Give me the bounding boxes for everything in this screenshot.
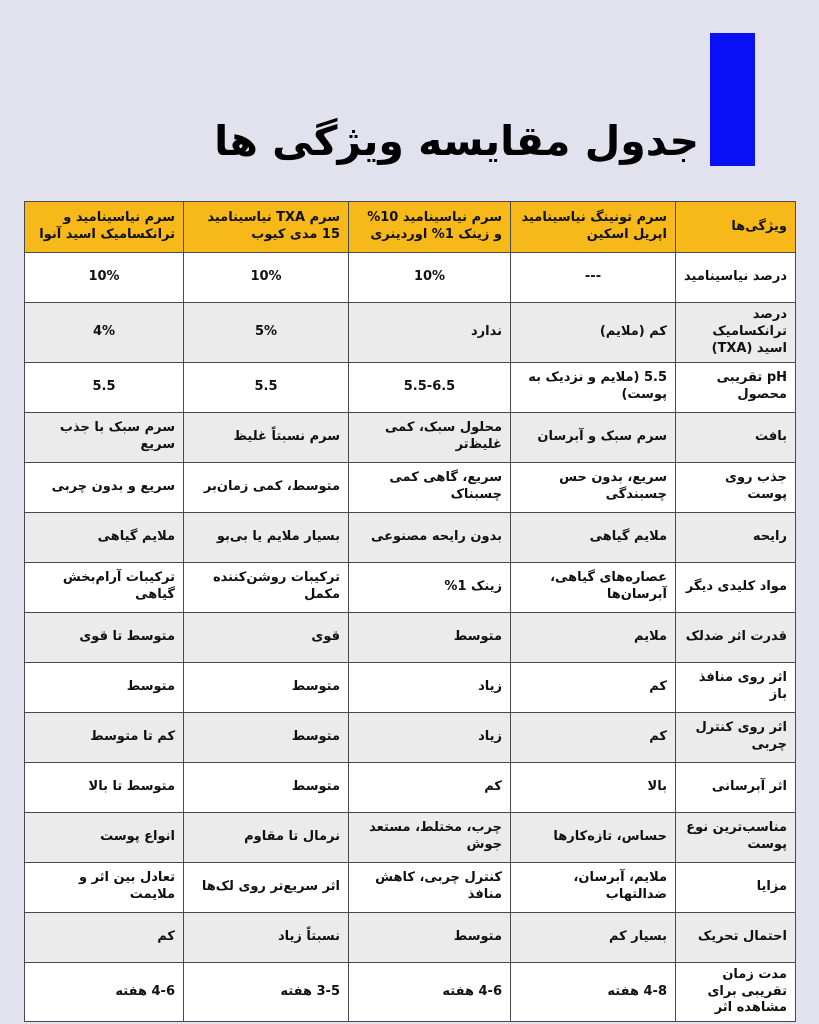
value-cell: اثر سریع‌تر روی لک‌ها bbox=[184, 862, 349, 912]
feature-cell: جذب روی پوست bbox=[676, 462, 796, 512]
value-cell: زیاد bbox=[349, 712, 511, 762]
value-cell: کم bbox=[511, 712, 676, 762]
value-cell: کم (ملایم) bbox=[511, 303, 676, 363]
value-cell: زینک 1% bbox=[349, 562, 511, 612]
feature-cell: مزایا bbox=[676, 862, 796, 912]
feature-cell: pH تقریبی محصول bbox=[676, 362, 796, 412]
value-cell: سرم سبک با جذب سریع bbox=[25, 412, 184, 462]
value-cell: 10% bbox=[349, 253, 511, 303]
page-title: جدول مقایسه ویژگی ها bbox=[214, 117, 699, 165]
feature-cell: درصد ترانکسامیک اسید (TXA) bbox=[676, 303, 796, 363]
value-cell: حساس، تازه‌کارها bbox=[511, 812, 676, 862]
table-row bbox=[25, 962, 796, 1022]
value-cell: سریع، گاهی کمی چسبناک bbox=[349, 462, 511, 512]
value-cell: سرم نسبتاً غلیظ bbox=[184, 412, 349, 462]
value-cell: متوسط bbox=[349, 912, 511, 962]
table-row bbox=[25, 412, 796, 462]
value-cell: متوسط bbox=[184, 662, 349, 712]
table-row bbox=[25, 662, 796, 712]
value-cell: ملایم bbox=[511, 612, 676, 662]
value-cell: 4-6 هفته bbox=[349, 962, 511, 1022]
value-cell: زیاد bbox=[349, 662, 511, 712]
value-cell: 10% bbox=[184, 253, 349, 303]
table-body bbox=[25, 253, 796, 1022]
feature-cell: احتمال تحریک bbox=[676, 912, 796, 962]
value-cell: 4-6 هفته bbox=[25, 962, 184, 1022]
value-cell: ندارد bbox=[349, 303, 511, 363]
value-cell: متوسط bbox=[349, 612, 511, 662]
feature-cell: رایحه bbox=[676, 512, 796, 562]
table-row bbox=[25, 512, 796, 562]
feature-cell: درصد نیاسینامید bbox=[676, 253, 796, 303]
value-cell: متوسط bbox=[25, 662, 184, 712]
value-cell: چرب، مختلط، مستعد جوش bbox=[349, 812, 511, 862]
value-cell: 4% bbox=[25, 303, 184, 363]
feature-cell: مدت زمان تقریبی برای مشاهده اثر bbox=[676, 962, 796, 1022]
value-cell: محلول سبک، کمی غلیظ‌تر bbox=[349, 412, 511, 462]
table-row bbox=[25, 462, 796, 512]
value-cell: عصاره‌های گیاهی، آبرسان‌ها bbox=[511, 562, 676, 612]
value-cell: 3-5 هفته bbox=[184, 962, 349, 1022]
value-cell: ملایم گیاهی bbox=[511, 512, 676, 562]
value-cell: --- bbox=[511, 253, 676, 303]
value-cell: ملایم، آبرسان، ضدالتهاب bbox=[511, 862, 676, 912]
value-cell: کم bbox=[511, 662, 676, 712]
value-cell: سرم سبک و آبرسان bbox=[511, 412, 676, 462]
header-product-april-skin: سرم تونینگ نیاسینامید اپریل اسکین bbox=[511, 202, 676, 253]
table-row bbox=[25, 362, 796, 412]
table-row bbox=[25, 253, 796, 303]
feature-cell: اثر روی کنترل چربی bbox=[676, 712, 796, 762]
value-cell: متوسط تا بالا bbox=[25, 762, 184, 812]
feature-cell: اثر روی منافذ باز bbox=[676, 662, 796, 712]
header-product-medicube: سرم TXA نیاسینامید 15 مدی کیوب bbox=[184, 202, 349, 253]
value-cell: ترکیبات آرام‌بخش گیاهی bbox=[25, 562, 184, 612]
value-cell: سریع، بدون حس چسبندگی bbox=[511, 462, 676, 512]
value-cell: ترکیبات روشن‌کننده مکمل bbox=[184, 562, 349, 612]
value-cell: قوی bbox=[184, 612, 349, 662]
table-row bbox=[25, 912, 796, 962]
value-cell: 5% bbox=[184, 303, 349, 363]
value-cell: کم تا متوسط bbox=[25, 712, 184, 762]
table-row bbox=[25, 562, 796, 612]
feature-cell: مواد کلیدی دیگر bbox=[676, 562, 796, 612]
value-cell: نسبتاً زیاد bbox=[184, 912, 349, 962]
table-row bbox=[25, 303, 796, 363]
value-cell: 4-8 هفته bbox=[511, 962, 676, 1022]
table-row bbox=[25, 862, 796, 912]
header-product-ordinary: سرم نیاسینامید 10% و زینک 1% اوردینری bbox=[349, 202, 511, 253]
value-cell: 10% bbox=[25, 253, 184, 303]
value-cell: بدون رایحه مصنوعی bbox=[349, 512, 511, 562]
comparison-table bbox=[24, 201, 796, 1022]
feature-cell: قدرت اثر ضدلک bbox=[676, 612, 796, 662]
value-cell: بسیار کم bbox=[511, 912, 676, 962]
value-cell: کنترل چربی، کاهش منافذ bbox=[349, 862, 511, 912]
value-cell: متوسط bbox=[184, 762, 349, 812]
header-row bbox=[25, 202, 796, 253]
header-product-anua: سرم نیاسینامید و ترانکسامیک اسید آنوا bbox=[25, 202, 184, 253]
value-cell: متوسط، کمی زمان‌بر bbox=[184, 462, 349, 512]
value-cell: بسیار ملایم یا بی‌بو bbox=[184, 512, 349, 562]
table-header bbox=[25, 202, 796, 253]
value-cell: ملایم گیاهی bbox=[25, 512, 184, 562]
feature-cell: مناسب‌ترین نوع پوست bbox=[676, 812, 796, 862]
value-cell: 5.5 bbox=[184, 362, 349, 412]
table-row bbox=[25, 762, 796, 812]
table-row bbox=[25, 712, 796, 762]
accent-bar bbox=[710, 33, 755, 166]
table-row bbox=[25, 612, 796, 662]
feature-cell: اثر آبرسانی bbox=[676, 762, 796, 812]
header-features: ویژگی‌ها bbox=[676, 202, 796, 253]
value-cell: بالا bbox=[511, 762, 676, 812]
value-cell: 5.5 (ملایم و نزدیک به پوست) bbox=[511, 362, 676, 412]
value-cell: کم bbox=[25, 912, 184, 962]
value-cell: 5.5 bbox=[25, 362, 184, 412]
value-cell: سریع و بدون چربی bbox=[25, 462, 184, 512]
value-cell: 5.5-6.5 bbox=[349, 362, 511, 412]
value-cell: نرمال تا مقاوم bbox=[184, 812, 349, 862]
table-row bbox=[25, 812, 796, 862]
value-cell: تعادل بین اثر و ملایمت bbox=[25, 862, 184, 912]
feature-cell: بافت bbox=[676, 412, 796, 462]
value-cell: متوسط bbox=[184, 712, 349, 762]
value-cell: متوسط تا قوی bbox=[25, 612, 184, 662]
value-cell: انواع پوست bbox=[25, 812, 184, 862]
value-cell: کم bbox=[349, 762, 511, 812]
